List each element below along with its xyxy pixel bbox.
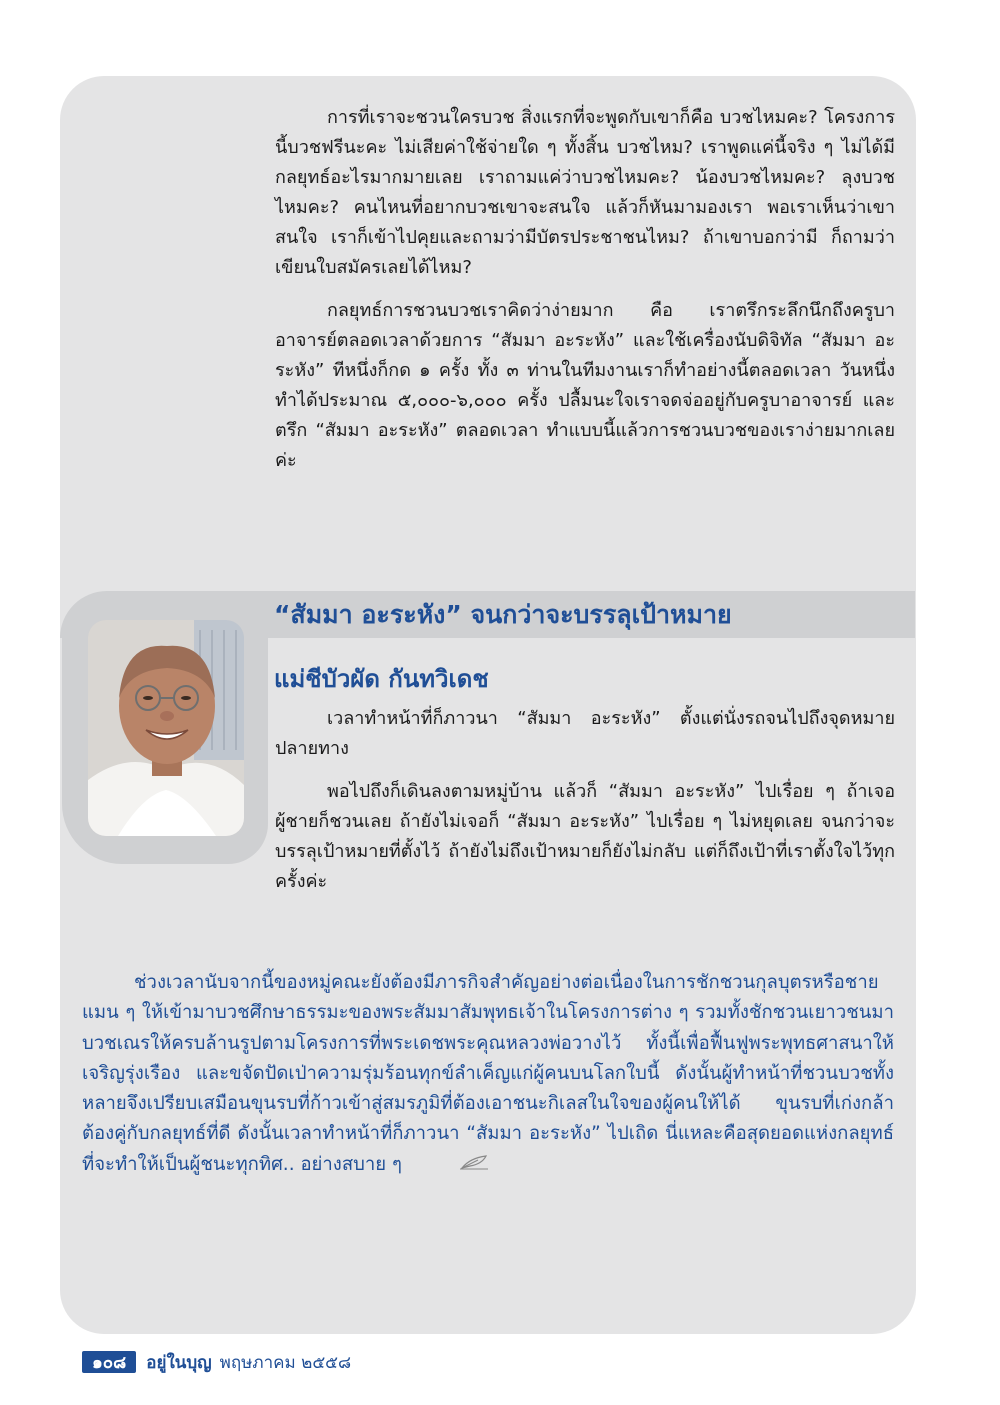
intro-paragraph-2: กลยุทธ์การชวนบวชเราคิดว่าง่ายมาก คือ เราตรึกระลึกนึกถึงครูบาอาจารย์ตลอดเวลาด้วยการ “สัมมา อะระหัง” และใช้เครื่องนับดิจิทัล “สัมมา อะระหัง” ทีหนึ่งก็กด ๑ ครั้ง ทั้ง ๓ ท่านในทีมงานเราก็ทำอย่างนี้ตลอดเวลา วันหนึ่งทำได้ประมาณ ๕,๐๐๐-๖,๐๐๐ ครั้ง ปลื้มนะใจเราจดจ่ออยู่กับครูบาอาจารย์ และตรึก “สัมมา อะระหัง” ตลอดเวลา ทำแบบนี้แล้วการชวนบวชของเราง่ายมากเลยค่ะ (275, 300, 895, 471)
portrait-photo (88, 620, 244, 836)
quill-icon (408, 1150, 490, 1180)
interview-paragraph-2: พอไปถึงก็เดินลงตามหมู่บ้าน แล้วก็ “สัมมา อะระหัง” ไปเรื่อย ๆ ถ้าเจอผู้ชายก็ชวนเลย ถ้ายังไม่เจอก็ “สัมมา อะระหัง” ไปเรื่อย ๆ ไม่หยุดเลย จนกว่าจะบรรลุเป้าหมายที่ตั้งไว้ ถ้ายังไม่ถึงเป้าหมายก็ยังไม่กลับ แต่ก็ถึงเป้าที่เราตั้งใจไว้ทุกครั้งค่ะ (275, 781, 895, 892)
interview-text (275, 704, 895, 910)
page-footer (82, 1351, 351, 1373)
intro-text (275, 103, 895, 489)
magazine-name: อยู่ในบุญ (146, 1352, 212, 1373)
portrait-illustration (88, 620, 244, 836)
intro-paragraph-1: การที่เราจะชวนใครบวช สิ่งแรกที่จะพูดกับเขาก็คือ บวชไหมคะ? โครงการนี้บวชฟรีนะคะ ไม่เสียค่าใช้จ่ายใด ๆ ทั้งสิ้น บวชไหม? เราพูดแค่นี้จริง ๆ ไม่ได้มีกลยุทธ์อะไรมากมายเลย เราถามแค่ว่าบวชไหมคะ? น้องบวชไหมคะ? ลุงบวชไหมคะ? คนไหนที่อยากบวชเขาจะสนใจ แล้วก็หันมามองเรา พอเราเห็นว่าเขาสนใจ เราก็เข้าไปคุยและถามว่ามีบัตรประชาชนไหม? ถ้าเขาบอกว่ามี ก็ถามว่าเขียนใบสมัครเลยได้ไหม? (275, 107, 895, 278)
closing-paragraph (82, 968, 894, 1180)
section-heading: “สัมมา อะระหัง” จนกว่าจะบรรลุเป้าหมาย (274, 600, 732, 629)
page-number: ๑๐๘ (82, 1351, 136, 1373)
interview-paragraph-1: เวลาทำหน้าที่ก็ภาวนา “สัมมา อะระหัง” ตั้งแต่นั่งรถจนไปถึงจุดหมายปลายทาง (275, 708, 895, 759)
interviewee-name: แม่ชีบัวผัด กันทวิเดช (274, 665, 489, 693)
closing-text: ช่วงเวลานับจากนี้ของหมู่คณะยังต้องมีภารกิจสำคัญอย่างต่อเนื่องในการชักชวนกุลบุตรหรือชายแมน ๆ ให้เข้ามาบวชศึกษาธรรมะของพระสัมมาสัมพุทธเจ้าในโครงการต่าง ๆ รวมทั้งชักชวนเยาวชนมาบวชเณรให้ครบล้านรูปตามโครงการที่พระเดชพระคุณหลวงพ่อวางไว้ ทั้งนี้เพื่อฟื้นฟูพระพุทธศาสนาให้เจริญรุ่งเรือง และขจัดปัดเป่าความรุ่มร้อนทุกข์ลำเค็ญแก่ผู้คนบนโลกใบนี้ ดังนั้นผู้ทำหน้าที่ชวนบวชทั้งหลายจึงเปรียบเสมือนขุนรบที่ก้าวเข้าสู่สมรภูมิที่ต้องเอาชนะกิเลสในใจของผู้คนให้ได้ ขุนรบที่เก่งกล้าต้องคู่กับกลยุทธ์ที่ดี ดังนั้นเวลาทำหน้าที่ก็ภาวนา “สัมมา อะระหัง” ไปเถิด นี่แหละคือสุดยอดแห่งกลยุทธ์ที่จะทำให้เป็นผู้ชนะทุกทิศ.. อย่างสบาย ๆ (82, 972, 894, 1175)
issue-date: พฤษภาคม ๒๕๕๘ (219, 1352, 352, 1373)
